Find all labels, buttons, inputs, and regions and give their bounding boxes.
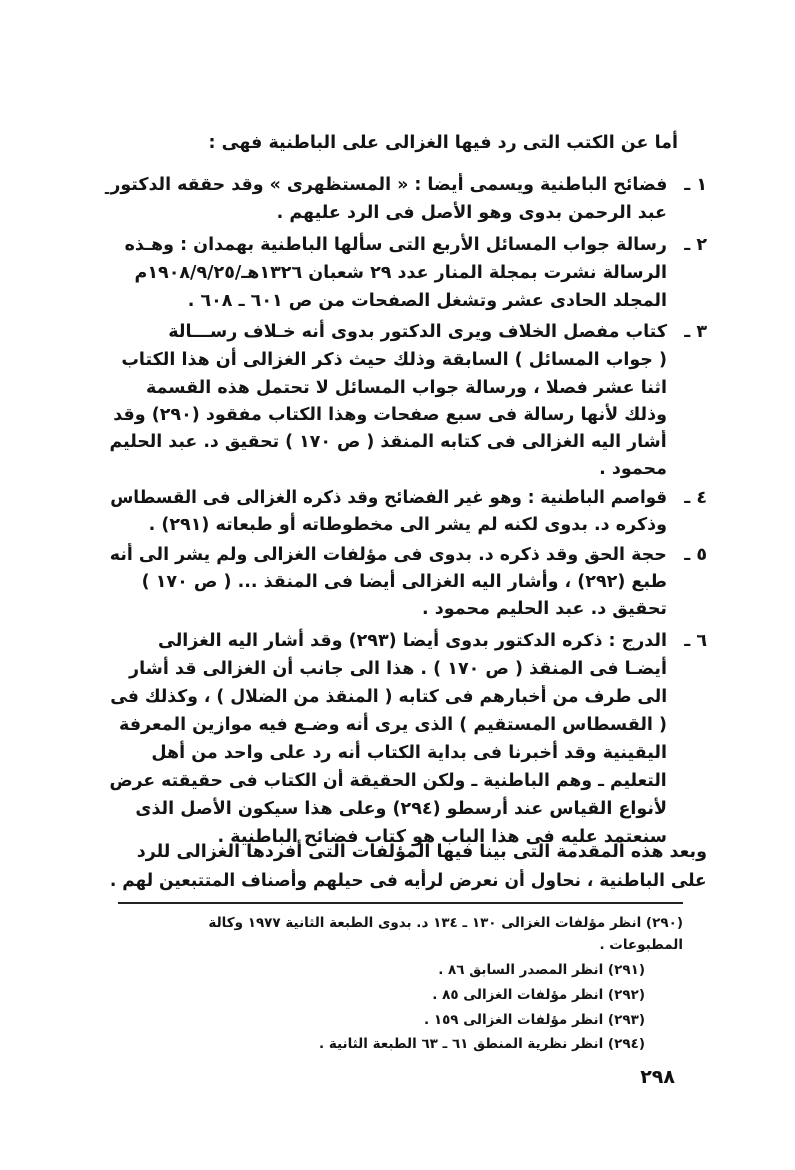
item-number: ٤ ـ	[684, 488, 707, 508]
item-line: ( جواب المسائل ) السابقة وذلك حيث ذكر الغزالى أن هذا الكتاب	[121, 350, 667, 370]
page-number: ٢٩٨	[640, 1066, 675, 1088]
item-line: وذلك لأنها رسالة فى سبع صفحات وهذا الكتاب مفقود (٢٩٠) وقد	[113, 405, 667, 425]
item-line: الدرج : ذكره الدكتور بدوى أيضا (٢٩٣) وقد أشار اليه الغزالى	[158, 631, 667, 651]
item-line: فضائح الباطنية ويسمى أيضا : « المستظهرى » وقد حققه الدكتور	[109, 175, 667, 195]
item-number: ٦ ـ	[684, 631, 707, 651]
item-line: سنعتمد عليه فى هذا الباب هو كتاب فضائح الباطنية .	[217, 827, 667, 847]
item-line: عبد الرحمن بدوى وهو الأصل فى الرد عليهم .	[276, 203, 667, 223]
closing-line: وبعد هذه المقدمة التى بينا فيها المؤلفات التى أفردها الغزالى للرد	[136, 842, 707, 862]
footnote-line: (٢٩١) انظر المصدر السابق ٨٦ .	[438, 962, 645, 978]
footnote-line: (٢٩٢) انظر مؤلفات الغزالى ٨٥ .	[432, 987, 645, 1003]
item-line: وذكره د. بدوى لكنه لم يشر الى مخطوطاته أو طبعاته (٢٩١) .	[148, 515, 667, 535]
item-number: ١ ـ	[684, 175, 707, 195]
item-line: لأنواع القياس عند أرسطو (٢٩٤) وعلى هذا سيكون الأصل الذى	[135, 799, 667, 819]
intro-line: أما عن الكتب التى رد فيها الغزالى على الباطنية فهى :	[208, 133, 678, 153]
item-number: ٥ ـ	[684, 545, 707, 565]
item-line: اليقينية وقد أخبرنا فى بداية الكتاب أنه رد على واحد من أهل	[151, 743, 667, 763]
item-line: التعليم ـ وهم الباطنية ـ ولكن الحقيقة أن الكتاب فى حقيقته عرض	[109, 771, 667, 791]
closing-line: على الباطنية ، نحاول أن نعرض لرأيه فى حيلهم وأصناف المتتبعين لهم .	[110, 871, 707, 891]
item-line: الى طرف من أخبارهم فى كتابه ( المنقذ من الضلال ) ، وكذلك فى	[110, 687, 667, 707]
item-line: اثنا عشر فصلا ، ورسالة جواب المسائل لا تحتمل هذه القسمة	[145, 378, 667, 398]
item-line: أيضـا فى المنقذ ( ص ١٧٠ ) . هذا الى جانب أن الغزالى قد أشار	[129, 659, 667, 679]
item-line: محمود .	[599, 459, 667, 479]
item-number: ٣ ـ	[684, 322, 707, 342]
footnote-line: (٢٩٣) انظر مؤلفات الغزالى ١٥٩ .	[423, 1012, 645, 1028]
margin-mark-icon: -	[104, 185, 110, 201]
item-line: طبع (٢٩٢) ، وأشار اليه الغزالى أيضا فى المنقذ ... ( ص ١٧٠ )	[141, 572, 667, 592]
item-line: تحقيق د. عبد الحليم محمود .	[422, 599, 667, 619]
item-line: ( القسطاس المستقيم ) الذى يرى أنه وضـع فيه موازين المعرفة	[118, 715, 667, 735]
item-line: كتاب مفصل الخلاف ويرى الدكتور بدوى أنه خـلاف رســـالة	[168, 322, 667, 342]
footnote-line: المطبوعات .	[599, 937, 683, 953]
item-line: قواصم الباطنية : وهو غير الفضائح وقد ذكره الغزالى فى القسطاس	[110, 488, 667, 508]
footnote-divider	[118, 902, 683, 904]
item-line: أشار اليه الغزالى فى كتابه المنقذ ( ص ١٧٠ ) تحقيق د. عبد الحليم	[109, 432, 667, 452]
item-line: رسالة جواب المسائل الأربع التى سألها الباطنية بهمدان : وهـذه	[124, 235, 667, 255]
item-line: الرسالة نشرت بمجلة المنار عدد ٢٩ شعبان ١٣٢٦هـ/١٩٠٨/٩/٢٥م	[134, 263, 667, 283]
footnote-line: (٢٩٠) انظر مؤلفات الغزالى ١٣٠ ـ ١٣٤ د. بدوى الطبعة الثانية ١٩٧٧ وكالة	[208, 915, 683, 931]
item-line: حجة الحق وقد ذكره د. بدوى فى مؤلفات الغزالى ولم يشر الى أنه	[110, 545, 667, 565]
footnote-line: (٢٩٤) انظر نظرية المنطق ٦١ ـ ٦٣ الطبعة الثانية .	[319, 1036, 645, 1052]
item-number: ٢ ـ	[684, 235, 707, 255]
item-line: المجلد الحادى عشر وتشغل الصفحات من ص ٦٠١ ـ ٦٠٨ .	[187, 291, 667, 311]
